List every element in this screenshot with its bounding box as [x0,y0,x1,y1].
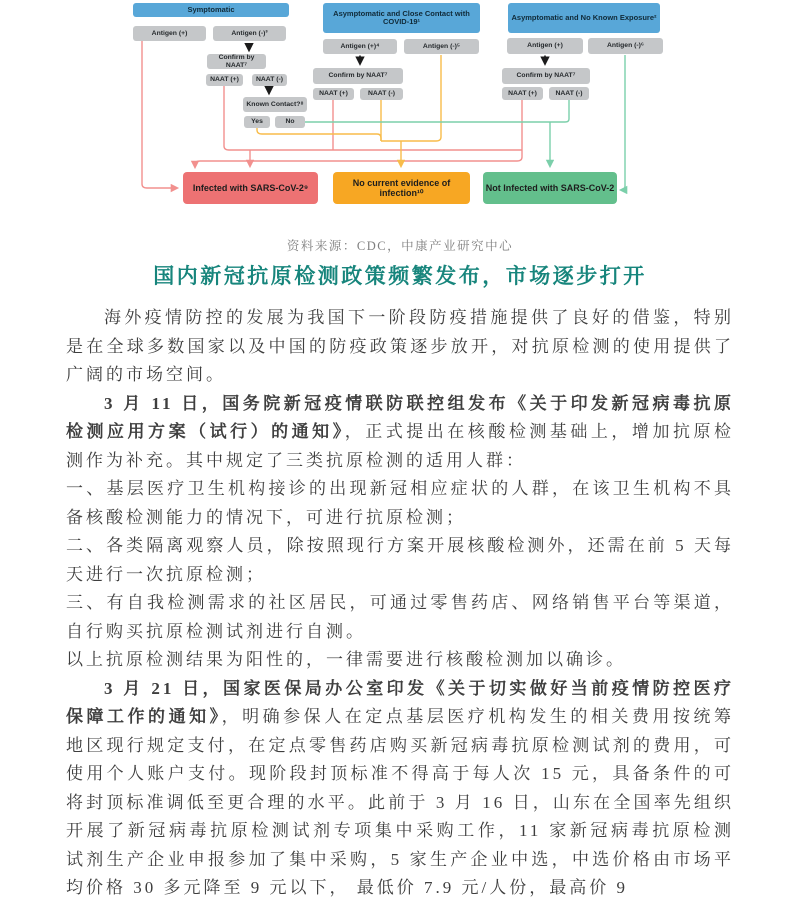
flow-node-sym-naat-positive: NAAT (+) [206,74,243,86]
article-body [66,304,734,903]
flow-node-known-contact-yes: Yes [244,116,270,128]
flow-outcome-infected: Infected with SARS-CoV-2⁹ [183,172,318,204]
paragraph-overseas-reference: 海外疫情防控的发展为我国下一阶段防疫措施提供了良好的借鉴，特别是在全球多数国家以及中国的防疫政策逐步放开，对抗原检测的使用提供了广阔的市场空间。 [66,308,734,385]
paragraph-march-21-policy-bold: 3 月 21 日，国家医保局办公室印发《关于切实做好当前疫情防控医疗保障工作的通知》 [66,678,734,727]
list-item-2: 二、各类隔离观察人员，除按照现行方案开展核酸检测外，还需在前 5 天每天进行一次抗原检测； [66,536,734,584]
flow-node-ne-antigen-positive: Antigen (+) [507,38,583,54]
flow-node-sym-naat-negative: NAAT (-) [252,74,287,86]
flow-node-cc-naat-positive: NAAT (+) [313,88,354,100]
report-article [66,236,734,903]
flow-node-ne-antigen-negative: Antigen (-)⁶ [588,38,663,54]
cdc-antigen-test-flowchart [0,0,800,218]
list-item-1: 一、基层医疗卫生机构接诊的出现新冠相应症状的人群，在该卫生机构不具备核酸检测能力的情况下，可进行抗原检测； [66,479,734,527]
flow-outcome-not-infected: Not Infected with SARS-CoV-2 [483,172,617,204]
flow-node-cc-naat-negative: NAAT (-) [360,88,403,100]
flow-header-no-exposure: Asymptomatic and No Known Exposure² [508,3,660,33]
flow-node-ne-confirm-naat: Confirm by NAAT⁷ [502,68,590,84]
paragraph-march-11-policy-rest: ，正式提出在核酸检测基础上，增加抗原检测作为补充。其中规定了三类抗原检测的适用人群： [66,422,734,470]
flow-header-symptomatic: Symptomatic [133,3,289,17]
flow-node-known-contact-no: No [275,116,305,128]
figure-source-note: 资料来源：CDC，中康产业研究中心 [286,239,514,253]
paragraph-march-11-policy-bold: 3 月 11 日，国务院新冠疫情联防联控组发布《关于印发新冠病毒抗原检测应用方案（试行）的通知》 [66,393,734,442]
paragraph-positive-confirm-note: 以上抗原检测结果为阳性的，一律需要进行核酸检测加以确诊。 [66,650,626,670]
paragraph-march-21-policy-rest: ，明确参保人在定点基层医疗机构发生的相关费用按统筹地区现行规定支付，在定点零售药店购买新冠病毒抗原检测试剂的费用，可使用个人账户支付。现阶段封顶标准不得高于每人次 15 元，具备条件的可将封顶标准调低至更合理的水平。此前于 3 月 16 日，山东在全国率先组织开展了新冠病毒抗原检测试剂专项集中采购工作，11 家新冠病毒抗原检测试剂生产企业申报参加了集中采购，5 家生产企业中选，中选价格由市场平均价格 30 多元降至 9 元以下， 最低价 7.9 元/人份，最高价 9 [66,707,734,898]
flow-node-cc-confirm-naat: Confirm by NAAT⁷ [313,68,403,84]
flow-node-ne-naat-positive: NAAT (+) [502,87,543,100]
flow-outcome-no-evidence: No current evidence of infection¹⁰ [333,172,470,204]
flow-node-ne-naat-negative: NAAT (-) [549,87,589,100]
paragraph-march-21-policy [66,675,734,903]
flow-node-cc-antigen-negative: Antigen (-)⁵ [404,39,479,54]
flow-header-close-contact: Asymptomatic and Close Contact with COVID-19¹ [323,3,480,33]
paragraph-march-11-policy [66,390,734,476]
flow-node-sym-confirm-naat: Confirm by NAAT⁷ [207,54,266,69]
flow-node-sym-antigen-negative: Antigen (-)³ [213,26,286,41]
list-item-3: 三、有自我检测需求的社区居民，可通过零售药店、网络销售平台等渠道，自行购买抗原检测试剂进行自测。 [66,593,734,641]
flow-node-cc-antigen-positive: Antigen (+)⁴ [323,39,397,54]
section-heading: 国内新冠抗原检测政策频繁发布，市场逐步打开 [153,264,647,288]
flow-node-sym-antigen-positive: Antigen (+) [133,26,206,41]
flow-node-known-contact: Known Contact?⁸ [243,97,307,112]
